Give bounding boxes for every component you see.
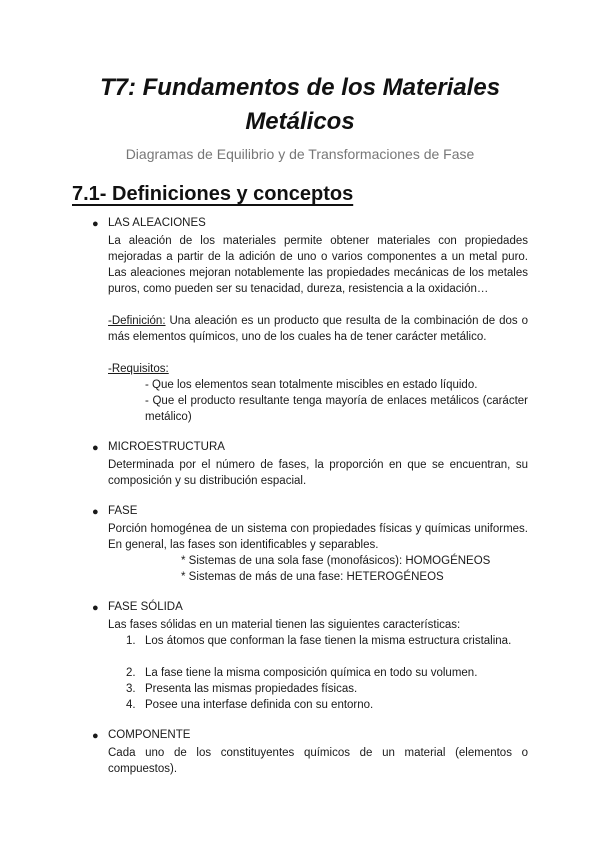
microestructura-heading: MICROESTRUCTURA xyxy=(108,441,225,453)
fase-solida-heading: FASE SÓLIDA xyxy=(108,601,183,613)
definition-label: -Definición: xyxy=(108,315,166,327)
fase-item-2: * Sistemas de más de una fase: HETEROGÉNEOS xyxy=(181,571,444,583)
fase-heading: FASE xyxy=(108,505,138,517)
section-title: 7.1- Definiciones y conceptos xyxy=(72,183,354,205)
requisitos-label: -Requisitos: xyxy=(108,363,169,375)
aleaciones-definition xyxy=(108,313,528,345)
list-number: 2. xyxy=(126,667,136,679)
aleaciones-body: La aleación de los materiales permite obtener materiales con propiedades mejoradas a partir de la adición de uno o varios componentes a un metal puro. Las aleaciones mejoran notablemente las propiedades mecánicas de los metales puros, como pueden ser su tenacidad, dureza, resistencia a la oxidación… xyxy=(108,235,528,295)
componente-heading: COMPONENTE xyxy=(108,729,191,741)
doc-subtitle: Diagramas de Equilibrio y de Transformaciones de Fase xyxy=(125,146,475,162)
bullet-icon: ● xyxy=(92,218,99,230)
list-item: Los átomos que conforman la fase tienen la misma estructura cristalina. xyxy=(145,635,512,647)
doc-title-line2: Metálicos xyxy=(245,108,355,135)
list-item: Posee una interfase definida con su entorno. xyxy=(145,699,374,711)
componente-body: Cada uno de los constituyentes químicos de un material (elementos o compuestos). xyxy=(108,747,528,775)
fase-item-1: * Sistemas de una sola fase (monofásicos): HOMOGÉNEOS xyxy=(181,555,491,567)
requisito-2: - Que el producto resultante tenga mayoría de enlaces metálicos (carácter metálico) xyxy=(145,395,528,423)
definition-text: Una aleación es un producto que resulta de la combinación de dos o más elementos químicos, uno de los cuales ha de tener carácter metálico. xyxy=(108,315,528,343)
microestructura-body: Determinada por el número de fases, la proporción en que se encuentran, su composición y su distribución espacial. xyxy=(108,459,528,487)
list-number: 1. xyxy=(126,635,136,647)
aleaciones-heading: LAS ALEACIONES xyxy=(108,217,206,229)
fase-solida-intro: Las fases sólidas en un material tienen las siguientes características: xyxy=(108,619,461,631)
fase-body: Porción homogénea de un sistema con propiedades físicas y químicas uniformes. En general, las fases son identificables y separables. xyxy=(108,523,528,551)
list-item: La fase tiene la misma composición química en todo su volumen. xyxy=(145,667,478,679)
list-item: Presenta las mismas propiedades físicas. xyxy=(145,683,358,695)
requisito-1: - Que los elementos sean totalmente miscibles en estado líquido. xyxy=(145,379,478,391)
list-number: 3. xyxy=(126,683,136,695)
bullet-icon: ● xyxy=(92,602,99,614)
bullet-icon: ● xyxy=(92,442,99,454)
list-number: 4. xyxy=(126,699,136,711)
bullet-icon: ● xyxy=(92,506,99,518)
doc-title-line1: T7: Fundamentos de los Materiales xyxy=(99,74,501,101)
bullet-icon: ● xyxy=(92,730,99,742)
